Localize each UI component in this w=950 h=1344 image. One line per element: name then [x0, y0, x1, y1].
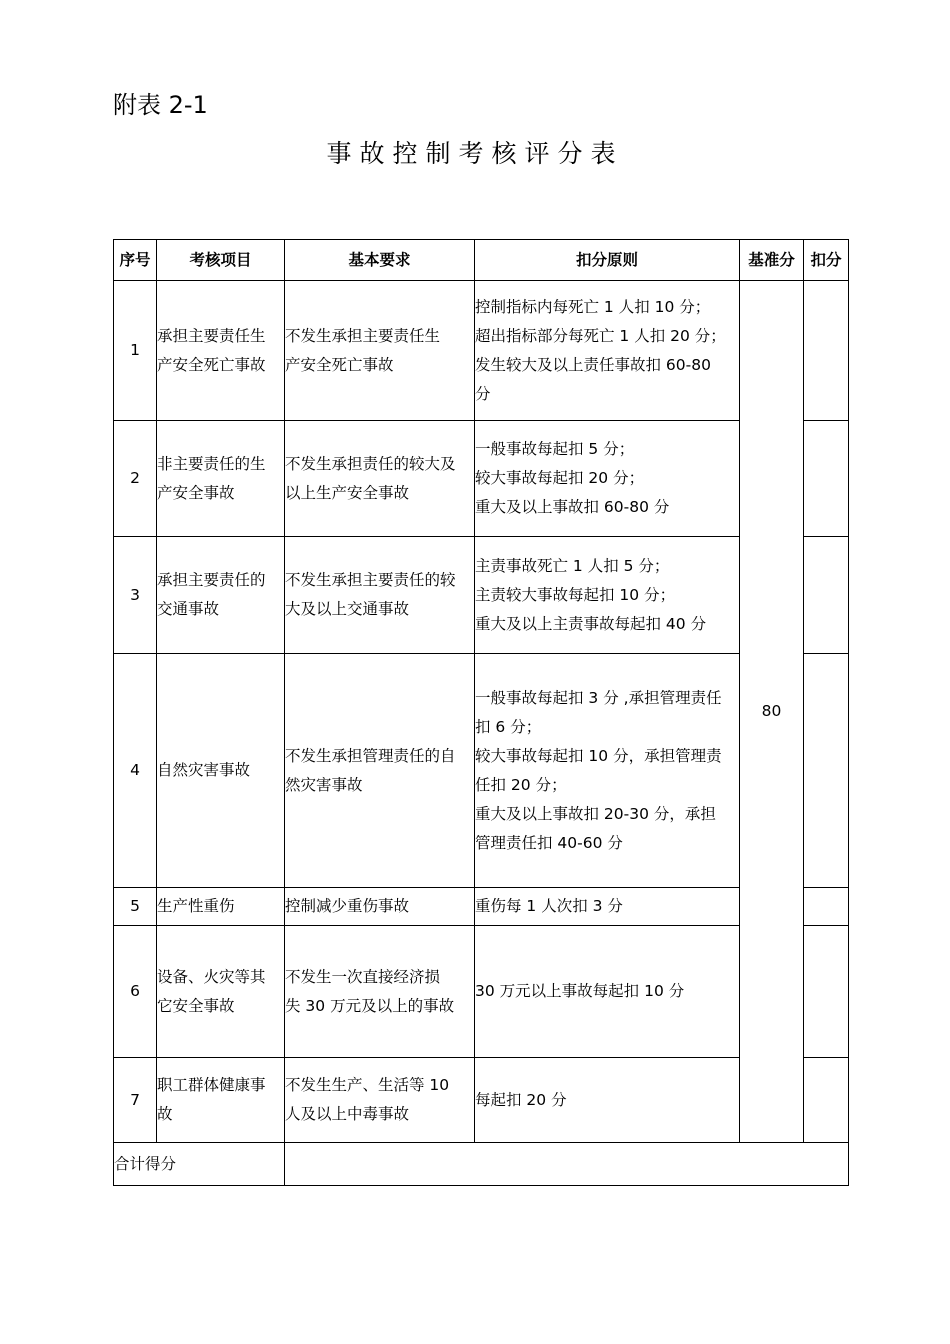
text-line: 不发生承担管理责任的自 [285, 746, 456, 765]
text-line: 控制指标内每死亡 1 人扣 10 分； [475, 297, 711, 316]
text-line: 主责较大事故每起扣 10 分； [475, 585, 676, 604]
text-line: 一般事故每起扣 5 分； [475, 440, 635, 458]
row-rules [475, 281, 740, 421]
text-line: 生产性重伤 [157, 897, 235, 915]
table-row [114, 654, 849, 888]
page-title: 事故控制考核评分表 [326, 139, 624, 168]
text-line: 职工群体健康事 [157, 1076, 266, 1094]
text-line: 管理责任扣 40-60 分 [475, 833, 623, 852]
row-rules [475, 421, 740, 537]
text-line: 产安全事故 [157, 483, 235, 502]
table-row [114, 926, 849, 1058]
row-requirement [285, 1058, 475, 1143]
row-item [157, 926, 285, 1058]
row-deduction[interactable] [804, 1058, 849, 1143]
header-item: 考核项目 [157, 240, 285, 281]
text-line: 人及以上中毒事故 [285, 1105, 410, 1123]
row-requirement [285, 654, 475, 888]
row-deduction[interactable] [804, 926, 849, 1058]
text-line: 每起扣 20 分 [475, 1090, 567, 1109]
text-line: 失 30 万元及以上的事故 [285, 996, 455, 1015]
row-item [157, 281, 285, 421]
text-line: 自然灾害事故 [157, 761, 251, 779]
text-line: 设备、火灾等其 [157, 967, 266, 986]
total-row [114, 1143, 849, 1186]
row-requirement [285, 421, 475, 537]
row-item [157, 654, 285, 888]
text-line: 主责事故死亡 1 人扣 5 分； [475, 556, 670, 575]
row-item [157, 1058, 285, 1143]
row-seq: 2 [114, 421, 157, 537]
header-base: 基准分 [740, 240, 804, 281]
row-item [157, 537, 285, 654]
text-line: 交通事故 [157, 600, 220, 618]
text-line: 分 [475, 384, 491, 403]
text-line: 发生较大及以上责任事故扣 60-80 [475, 355, 711, 374]
text-line: 产安全死亡事故 [157, 355, 266, 374]
text-line: 任扣 20 分； [475, 775, 567, 794]
row-seq: 7 [114, 1058, 157, 1143]
row-deduction[interactable] [804, 888, 849, 926]
row-seq: 4 [114, 654, 157, 888]
text-line: 较大事故每起扣 10 分，承担管理责 [475, 746, 722, 765]
text-line: 不发生承担责任的较大及 [285, 454, 456, 473]
text-line: 控制减少重伤事故 [285, 897, 410, 915]
text-line: 不发生生产、生活等 10 [285, 1076, 450, 1094]
text-line: 30 万元以上事故每起扣 10 分 [475, 982, 685, 1000]
total-label: 合计得分 [114, 1143, 285, 1186]
table-row [114, 281, 849, 421]
row-rules [475, 888, 740, 926]
total-score-cell[interactable] [285, 1143, 849, 1186]
table-row [114, 537, 849, 654]
text-line: 大及以上交通事故 [285, 600, 410, 618]
text-line: 重伤每 1 人次扣 3 分 [475, 897, 623, 915]
text-line: 较大事故每起扣 20 分； [475, 469, 645, 487]
row-rules [475, 654, 740, 888]
text-line: 不发生承担主要责任生 [285, 326, 441, 345]
text-line: 不发生承担主要责任的较 [285, 571, 456, 589]
row-requirement [285, 888, 475, 926]
text-line: 超出指标部分每死亡 1 人扣 20 分； [475, 326, 726, 345]
text-line: 非主要责任的生 [157, 454, 266, 473]
appendix-label: 附表 2-1 [113, 91, 208, 119]
header-rules: 扣分原则 [475, 240, 740, 281]
row-seq: 1 [114, 281, 157, 421]
row-item [157, 421, 285, 537]
text-line: 故 [157, 1105, 173, 1123]
row-deduction[interactable] [804, 537, 849, 654]
text-line: 然灾害事故 [285, 775, 363, 794]
header-requirement: 基本要求 [285, 240, 475, 281]
scoring-table [113, 239, 849, 1186]
table-row [114, 421, 849, 537]
table-row [114, 1058, 849, 1143]
row-item [157, 888, 285, 926]
row-rules [475, 926, 740, 1058]
text-line: 一般事故每起扣 3 分 ,承担管理责任 [475, 688, 722, 707]
text-line: 重大及以上事故扣 60-80 分 [475, 498, 670, 516]
base-score: 80 [740, 281, 804, 1143]
row-rules [475, 537, 740, 654]
header-row [114, 240, 849, 281]
text-line: 承担主要责任的 [157, 571, 266, 589]
header-deduction: 扣分 [804, 240, 849, 281]
text-line: 承担主要责任生 [157, 326, 266, 345]
text-line: 以上生产安全事故 [285, 483, 410, 502]
row-requirement [285, 281, 475, 421]
text-line: 重大及以上主责事故每起扣 40 分 [475, 614, 707, 633]
row-deduction[interactable] [804, 654, 849, 888]
row-deduction[interactable] [804, 421, 849, 537]
text-line: 不发生一次直接经济损 [285, 967, 441, 986]
text-line: 扣 6 分； [475, 717, 542, 736]
text-line: 产安全死亡事故 [285, 355, 394, 374]
table-row [114, 888, 849, 926]
row-rules [475, 1058, 740, 1143]
row-seq: 3 [114, 537, 157, 654]
text-line: 重大及以上事故扣 20-30 分，承担 [475, 804, 716, 823]
row-requirement [285, 537, 475, 654]
row-deduction[interactable] [804, 281, 849, 421]
header-seq: 序号 [114, 240, 157, 281]
row-seq: 6 [114, 926, 157, 1058]
row-seq: 5 [114, 888, 157, 926]
row-requirement [285, 926, 475, 1058]
text-line: 它安全事故 [157, 996, 235, 1015]
